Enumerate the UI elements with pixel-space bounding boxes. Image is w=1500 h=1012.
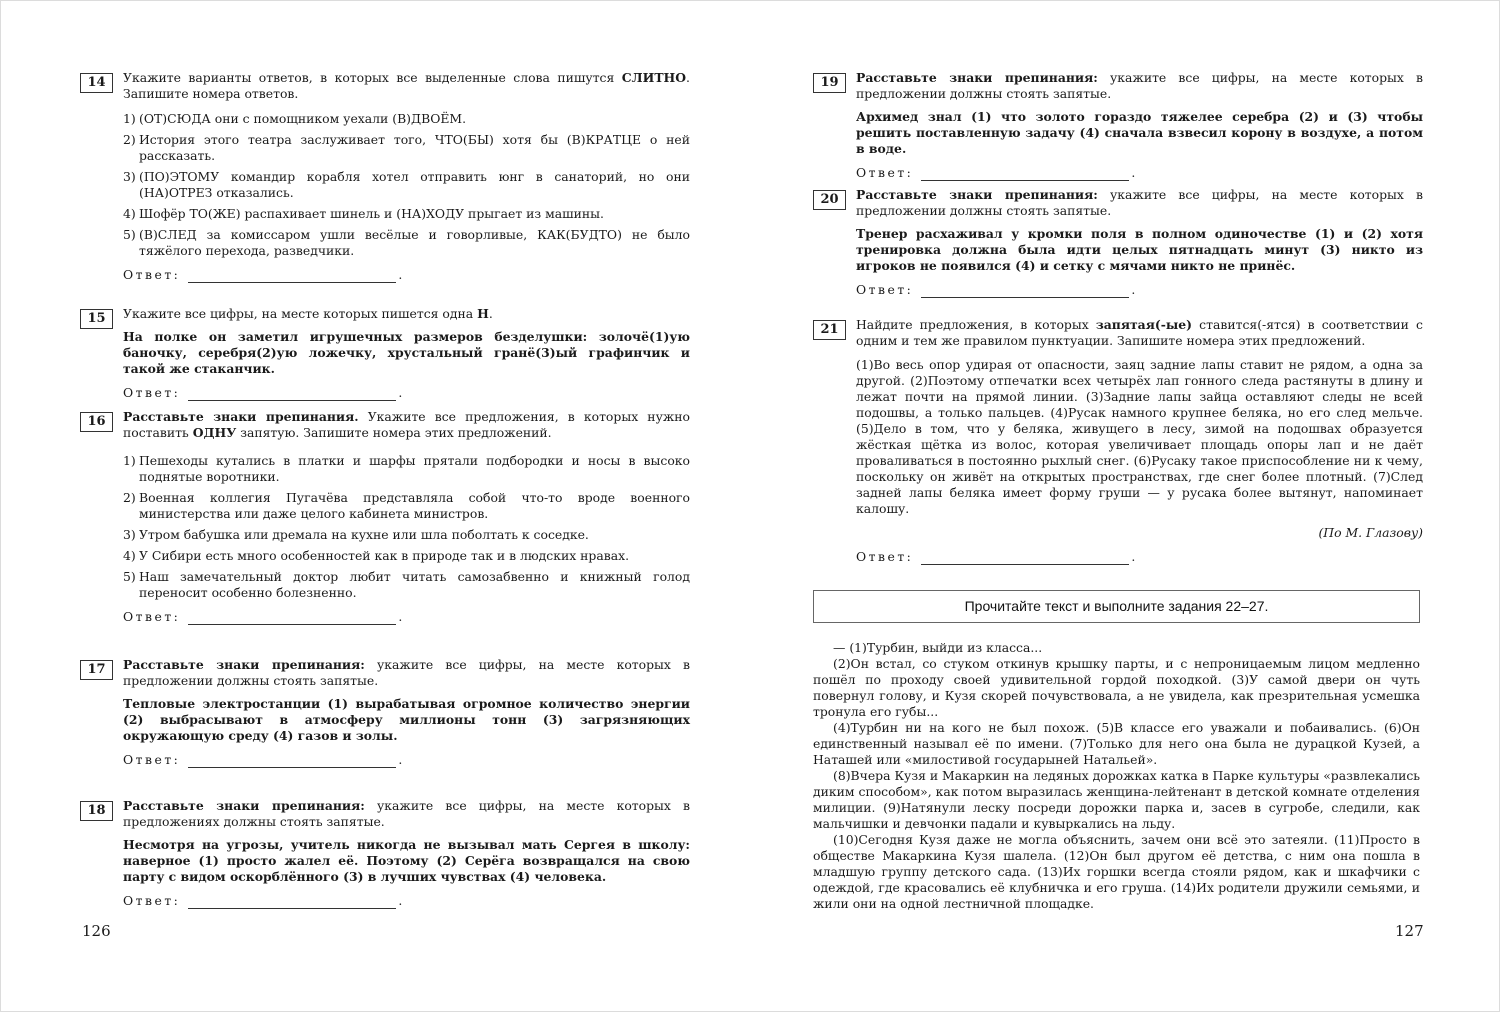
- task-instruction: Укажите варианты ответов, в которых все выделенные слова пишутся СЛИТНО. Запишите номера ответов.: [123, 70, 690, 101]
- task-instruction: Расставьте знаки препинания: укажите все цифры, на месте которых в предложении должны стоять запятые.: [856, 70, 1424, 101]
- task-sentence: Несмотря на угрозы, учитель никогда не вызывал мать Сергея в школу: наверное (1) просто жалел её. Поэтому (2) Серёга возвращался на свою парту с видом оскорблённого (3) в лучших чувствах (4) человека.: [123, 837, 690, 884]
- answer-field[interactable]: Ответ: .: [123, 752, 403, 767]
- option-item: 5) (В)СЛЕД за комиссаром ушли весёлые и говорливые, КАК(БУДТО) не было тяжёлого перехода, разведчики.: [123, 227, 690, 258]
- option-item: 4) У Сибири есть много особенностей как в природе так и в людских нравах.: [123, 548, 630, 563]
- answer-field[interactable]: Ответ: .: [123, 893, 403, 908]
- task-instruction: Расставьте знаки препинания. Укажите все предложения, в которых нужно поставить ОДНУ запятую. Запишите номера этих предложений.: [123, 409, 690, 440]
- option-item: 4) Шофёр ТО(ЖЕ) распахивает шинель и (НА)ХОДУ прыгает из машины.: [123, 206, 604, 221]
- task-instruction: Расставьте знаки препинания: укажите все цифры, на месте которых в предложении должны стоять запятые.: [123, 657, 691, 688]
- page-number: 127: [1395, 922, 1424, 940]
- answer-field[interactable]: Ответ: .: [856, 282, 1136, 297]
- story-paragraph: (8)Вчера Кузя и Макаркин на ледяных дорожках катка в Парке культуры «развлекались диким способом», как потом выразилась женщина-лейтенант в детской комнате отделения милиции. (9)Натянули леску посреди дорожки парка и, засев в сугробе, следили, как мальчишки и девчонки падали и кувыркались на льду.: [813, 768, 1421, 831]
- option-item: 1) (ОТ)СЮДА они с помощником уехали (В)ДВОЁМ.: [123, 111, 467, 126]
- story-paragraph: (10)Сегодня Кузя даже не могла объяснить, зачем они всё это затеяли. (11)Просто в обществе Макаркина Кузя шалела. (12)Он был другом её детства, с ним она пошла в младшую группу детского сада. (13)Их горшки всегда стояли рядом, как и шкафчики с одеждой, где красовались её клубничка и его груша. (14)Их родители дружили семьями, и жили они на одной лестничной площадке.: [813, 832, 1420, 911]
- reading-text: [813, 640, 1420, 912]
- option-item: 2) Военная коллегия Пугачёва представляла собой что-то вроде военного министерства или даже целого кабинета министров.: [123, 490, 690, 521]
- answer-field[interactable]: Ответ: .: [123, 267, 403, 282]
- story-paragraph: — (1)Турбин, выйди из класса...: [833, 640, 1043, 655]
- answer-field[interactable]: Ответ: .: [856, 549, 1136, 564]
- task-sentence: Тренер расхаживал у кромки поля в полном одиночестве (1) и (2) хотя тренировка должна была идти целых пятнадцать минут (3) никто из игроков не появился (4) и сетку с мячами никто не принёс.: [856, 226, 1423, 273]
- task-instruction: Расставьте знаки препинания: укажите все цифры, на месте которых в предложении должны стоять запятые.: [856, 187, 1424, 218]
- task-number-box: 14: [80, 73, 113, 93]
- task-sentence: Тепловые электростанции (1) вырабатывая огромное количество энергии (2) выбрасывают в атмосферу миллионы тонн (3) загрязняющих окружающую среду (4) газов и золы.: [123, 696, 690, 743]
- task-instruction: Расставьте знаки препинания: укажите все цифры, на месте которых в предложениях должны стоять запятые.: [123, 798, 691, 829]
- task-sentence: На полке он заметил игрушечных размеров безделушки: золочё(1)ую баночку, серебря(2)ую ложечку, хрустальный гранё(3)ый графинчик и такой же стаканчик.: [123, 329, 690, 376]
- task-19: [813, 70, 1423, 181]
- text-author: (По М. Глазову): [1318, 525, 1423, 540]
- page-number: 126: [82, 922, 111, 940]
- option-item: 2) История этого театра заслуживает того, ЧТО(БЫ) хотя бы (В)КРАТЦЕ о ней рассказать.: [123, 132, 690, 163]
- option-item: 1) Пешеходы кутались в платки и шарфы прятали подбородки и носы в высоко поднятые воротники.: [123, 453, 690, 484]
- answer-options: [123, 111, 690, 259]
- task-17: [80, 657, 690, 768]
- story-paragraph: (4)Турбин ни на кого не был похож. (5)В классе его уважали и побаивались. (6)Он единственный называл её по имени. (7)Только для него она была не дурацкой Кузей, а Наташей или «милостивой государыней Натальей».: [813, 720, 1420, 767]
- task-21: [813, 317, 1423, 565]
- answer-options: [123, 453, 690, 601]
- task-text: (1)Во весь опор удирая от опасности, заяц задние лапы ставит не рядом, а одна за другой. (2)Поэтому отпечатки всех четырёх лап гонного следа растянуты в длину и лежат почти на прямой линии. (3)Задние лапы зайца оставляют следы не всей подошвы, а только пальцев. (4)Русак намного крупнее беляка, но его след мельче. (5)Дело в том, что у беляка, живущего в лесу, зимой на подошвах образуется жёсткая щётка из волос, которая увеличивает площадь опоры лап и не даёт проваливаться в постоянно рыхлый снег. (6)Русаку такое приспособление ни к чему, поскольку он живёт на открытых пространствах, где снег более плотный. (7)След задней лапы беляка имеет форму груши — у русака более вытянут, напоминает калошу.: [856, 357, 1423, 516]
- section-banner: Прочитайте текст и выполните задания 22–27.: [813, 590, 1420, 623]
- answer-field[interactable]: Ответ: .: [856, 165, 1136, 180]
- task-instruction: Найдите предложения, в которых запятая(-ые) ставится(-ятся) в соответствии с одним и тем же правилом пунктуации. Запишите номера этих предложений.: [856, 317, 1423, 348]
- task-number-box: 21: [813, 320, 846, 340]
- answer-field[interactable]: Ответ: .: [123, 385, 403, 400]
- task-instruction: Укажите все цифры, на месте которых пишется одна Н.: [123, 306, 493, 321]
- task-16: [80, 409, 690, 625]
- task-14: [80, 70, 690, 283]
- task-number-box: 15: [80, 309, 113, 329]
- task-15: [80, 306, 690, 401]
- story-paragraph: (2)Он встал, со стуком откинув крышку парты, и с непроницаемым лицом медленно пошёл по проходу своей удивительной гордой походкой. (3)У самой двери он чуть повернул голову, и Кузя скорей почувствовала, а не увидела, как презрительная усмешка тронула его губы...: [813, 656, 1420, 719]
- task-sentence: Архимед знал (1) что золото гораздо тяжелее серебра (2) и (3) чтобы решить поставленную задачу (4) сначала взвесил корону в воздухе, а потом в воде.: [856, 109, 1423, 156]
- task-20: [813, 187, 1423, 298]
- task-number-box: 20: [813, 190, 846, 210]
- answer-field[interactable]: Ответ: .: [123, 609, 403, 624]
- task-number-box: 19: [813, 73, 846, 93]
- task-number-box: 16: [80, 412, 113, 432]
- option-item: 3) Утром бабушка или дремала на кухне или шла поболтать к соседке.: [123, 527, 589, 542]
- task-number-box: 18: [80, 801, 113, 821]
- option-item: 5) Наш замечательный доктор любит читать самозабвенно и книжный голод переносит особенно болезненно.: [123, 569, 690, 600]
- task-number-box: 17: [80, 660, 113, 680]
- option-item: 3) (ПО)ЭТОМУ командир корабля хотел отправить юнг в санаторий, но они (НА)ОТРЕЗ отказались.: [123, 169, 690, 200]
- task-18: [80, 798, 690, 909]
